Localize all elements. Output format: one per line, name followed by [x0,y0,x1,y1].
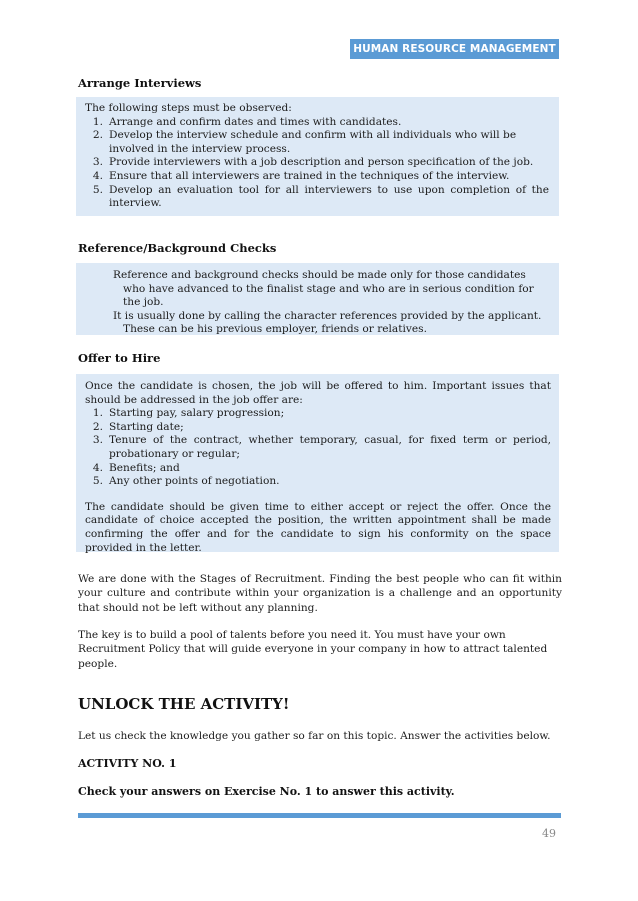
body-paragraph-2: The key is to build a pool of talents before you need it. You must have your own Recruitment Policy that will guide everyone in your company in how to attract talented people. [78,629,548,670]
list-item: 2. Starting date; [92,420,184,433]
offer-items [85,407,551,489]
list-item: 4. Benefits; and [92,461,180,474]
activity-intro: Let us check the knowledge you gather so far on this topic. Answer the activities below. [78,730,551,742]
reference-paragraph-1: Reference and background checks should be made only for those candidates who have advanced to the finalist stage and who are in serious condition for the job. [113,269,534,309]
section-heading-arrange: Arrange Interviews [78,76,202,90]
list-item: 4. Ensure that all interviewers are trained in the techniques of the interview. [92,169,510,182]
reference-paragraph-2: It is usually done by calling the character references provided by the applicant. These can be his previous employer, friends or relatives. [113,309,542,336]
list-item: 1. Starting pay, salary progression; [92,407,285,420]
header-label: HUMAN RESOURCE MANAGEMENT [353,43,556,55]
list-item: 1. Arrange and confirm dates and times with candidates. [92,115,402,128]
arrange-steps [85,116,549,211]
header-band [350,39,559,59]
footer-divider [78,813,561,818]
section-heading-reference: Reference/Background Checks [78,241,277,255]
activity-number: ACTIVITY NO. 1 [78,757,177,770]
activity-title: UNLOCK THE ACTIVITY! [78,695,290,713]
list-item: 2. Develop the interview schedule and confirm with all individuals who will be involved in the interview process. [92,129,517,155]
list-item: 5. Develop an evaluation tool for all interviewers to use upon completion of the interview. [92,183,549,210]
offer-intro: Once the candidate is chosen, the job will be offered to him. Important issues that should be addressed in the job offer are: [85,380,551,406]
arrange-box [76,97,559,216]
list-item: 3. Tenure of the contract, whether temporary, casual, for fixed term or period, probationary or regular; [92,434,551,460]
activity-instruction: Check your answers on Exercise No. 1 to answer this activity. [78,785,455,798]
list-item: 3. Provide interviewers with a job description and person specification of the job. [92,156,534,169]
list-item: 5. Any other points of negotiation. [92,475,280,488]
arrange-intro: The following steps must be observed: [85,102,292,114]
offer-box [76,374,559,552]
page-number: 49 [542,827,556,840]
reference-box [76,263,559,335]
body-paragraph-1: We are done with the Stages of Recruitment. Finding the best people who can fit within your culture and contribute within your organization is a challenge and an opportunity that should not be left without any planning. [78,573,562,614]
offer-closing: The candidate should be given time to either accept or reject the offer. Once the candidate of choice accepted the position, the written appointment shall be made confirming the offer and for the candidate to sign his conformity on the space provided in the letter. [85,500,551,554]
section-heading-offer: Offer to Hire [78,351,161,365]
